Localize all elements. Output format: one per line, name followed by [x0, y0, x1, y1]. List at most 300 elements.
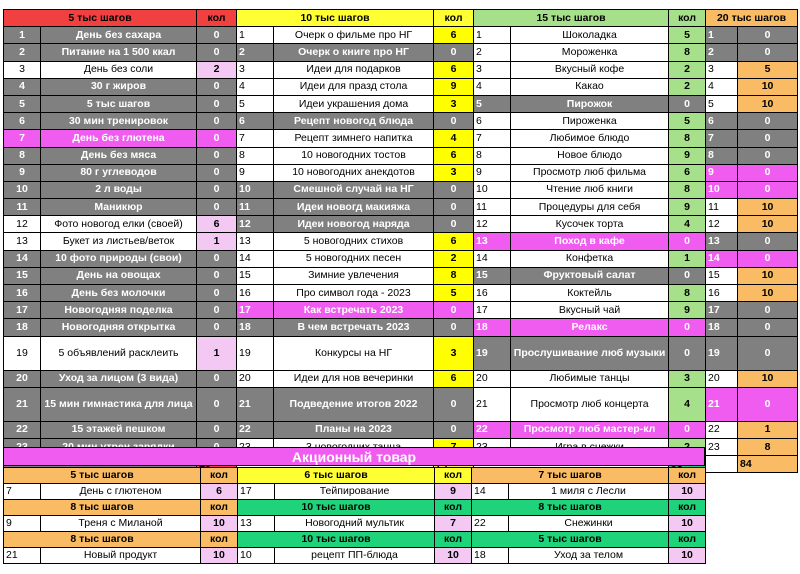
task-name: Идеи новогод наряда: [274, 216, 434, 233]
row-number: 15: [4, 267, 41, 284]
task-name: Прослушивание люб музыки: [511, 336, 669, 370]
task-name: В чем встречать 2023: [274, 319, 434, 336]
row-number: 17: [706, 302, 738, 319]
task-count: 0: [197, 44, 237, 61]
promo-number: 9: [4, 516, 41, 532]
task-count: 4: [434, 130, 474, 147]
task-name: Новогодняя открытка: [41, 319, 197, 336]
task-count: 1: [669, 250, 706, 267]
row-number: 20: [4, 370, 41, 387]
table-row: [4, 421, 798, 438]
promo-kol-header: кол: [669, 532, 706, 548]
promo-step-header: 7 тыс шагов: [472, 468, 669, 484]
task-count: 0: [197, 181, 237, 198]
promo-number: 21: [4, 548, 41, 564]
table-row: [4, 319, 798, 336]
task-count: 3: [434, 336, 474, 370]
row-number: 4: [237, 78, 274, 95]
task-name: Новогодняя поделка: [41, 302, 197, 319]
task-name: Какао: [511, 78, 669, 95]
row-number: 10: [237, 181, 274, 198]
task-name: Поход в кафе: [511, 233, 669, 250]
row-number: 11: [237, 199, 274, 216]
task-name: Просмотр люб фильма: [511, 164, 669, 181]
task-name: 10 фото природы (свои): [41, 250, 197, 267]
row-number: 1: [4, 27, 41, 44]
task-count: 0: [197, 302, 237, 319]
task-count: 2: [669, 61, 706, 78]
row-number: 16: [4, 285, 41, 302]
row-number: 21: [4, 387, 41, 421]
task-name: 5 новогодних песен: [274, 250, 434, 267]
task-count: 10: [738, 199, 798, 216]
task-count: 0: [738, 27, 798, 44]
row-number: 6: [706, 113, 738, 130]
row-number: 2: [706, 44, 738, 61]
task-count: 1: [197, 336, 237, 370]
header-15k: 15 тыс шагов: [474, 10, 669, 27]
task-name: Букет из листьев/веток: [41, 233, 197, 250]
task-name: Пирожок: [511, 95, 669, 112]
challenge-table: [3, 9, 798, 473]
task-count: 0: [197, 147, 237, 164]
promo-step-header: 8 тыс шагов: [4, 500, 201, 516]
task-name: 80 г углеводов: [41, 164, 197, 181]
task-name: Фото новогод елки (своей): [41, 216, 197, 233]
header-20k: 20 тыс шагов: [706, 10, 798, 27]
task-count: 0: [197, 387, 237, 421]
promo-step-header: 10 тыс шагов: [238, 532, 435, 548]
task-count: 1: [738, 421, 798, 438]
table-row: [4, 130, 798, 147]
total-20k: 84: [738, 456, 798, 473]
promo-number: 14: [472, 484, 509, 500]
task-count: 8: [669, 130, 706, 147]
table-row: [4, 233, 798, 250]
task-count: 0: [669, 319, 706, 336]
task-name: Маникюр: [41, 199, 197, 216]
row-number: 20: [237, 370, 274, 387]
task-name: Мороженка: [511, 44, 669, 61]
task-count: 0: [434, 302, 474, 319]
promo-number: 7: [4, 484, 41, 500]
task-name: Очерк о фильме про НГ: [274, 27, 434, 44]
task-name: Коктейль: [511, 285, 669, 302]
task-count: 0: [197, 113, 237, 130]
table-row: [4, 387, 798, 421]
task-name: Конфетка: [511, 250, 669, 267]
task-count: 0: [669, 421, 706, 438]
row-number: 4: [4, 78, 41, 95]
promo-header-row: [4, 532, 706, 548]
row-number: 15: [474, 267, 511, 284]
task-count: 0: [434, 387, 474, 421]
promo-kol-header: кол: [435, 532, 472, 548]
promo-number: 13: [238, 516, 275, 532]
task-name: Подведение итогов 2022: [274, 387, 434, 421]
row-number: 10: [4, 181, 41, 198]
task-count: 0: [197, 285, 237, 302]
task-count: 6: [197, 216, 237, 233]
row-number: 21: [474, 387, 511, 421]
header-kol: кол: [434, 10, 474, 27]
row-number: 12: [474, 216, 511, 233]
row-number: 6: [474, 113, 511, 130]
task-count: 0: [669, 336, 706, 370]
task-count: 0: [738, 250, 798, 267]
table-row: [4, 44, 798, 61]
promo-kol-header: кол: [435, 500, 472, 516]
task-name: Фруктовый салат: [511, 267, 669, 284]
row-number: 20: [474, 370, 511, 387]
task-count: 6: [434, 61, 474, 78]
row-number: 16: [474, 285, 511, 302]
promo-count: 10: [669, 484, 706, 500]
task-count: 0: [738, 164, 798, 181]
task-count: 6: [434, 370, 474, 387]
task-name: День без сахара: [41, 27, 197, 44]
row-number: 18: [237, 319, 274, 336]
promo-row: [4, 484, 706, 500]
task-count: 1: [197, 233, 237, 250]
task-count: 0: [197, 164, 237, 181]
promo-count: 10: [435, 548, 472, 564]
header-5k: 5 тыс шагов: [4, 10, 197, 27]
task-name: Идеи для подарков: [274, 61, 434, 78]
row-number: 5: [237, 95, 274, 112]
table-row: [4, 250, 798, 267]
task-count: 0: [197, 319, 237, 336]
task-name: 10 новогодних анекдотов: [274, 164, 434, 181]
task-count: 0: [434, 216, 474, 233]
task-count: 8: [669, 181, 706, 198]
task-count: 0: [738, 336, 798, 370]
task-count: 0: [669, 233, 706, 250]
promo-count: 10: [669, 548, 706, 564]
row-number: 10: [706, 181, 738, 198]
task-count: 10: [738, 267, 798, 284]
row-number: 7: [4, 130, 41, 147]
table-row: [4, 302, 798, 319]
promo-item: Треня с Миланой: [41, 516, 201, 532]
promo-header-row: [4, 500, 706, 516]
row-number: 22: [706, 421, 738, 438]
row-number: 4: [706, 78, 738, 95]
row-number: 12: [706, 216, 738, 233]
task-count: 9: [669, 147, 706, 164]
task-name: День без мяса: [41, 147, 197, 164]
row-number: 10: [474, 181, 511, 198]
task-name: Про символ года - 2023: [274, 285, 434, 302]
task-count: 0: [738, 233, 798, 250]
promo-table: [3, 467, 706, 564]
task-name: Как встречать 2023: [274, 302, 434, 319]
task-count: 4: [669, 216, 706, 233]
row-number: 17: [4, 302, 41, 319]
task-count: 0: [197, 95, 237, 112]
promo-count: 6: [201, 484, 238, 500]
task-name: Идеи для нов вечеринки: [274, 370, 434, 387]
promo-step-header: 8 тыс шагов: [472, 500, 669, 516]
row-number: 9: [474, 164, 511, 181]
task-count: 0: [434, 199, 474, 216]
table-row: [4, 27, 798, 44]
row-number: 18: [474, 319, 511, 336]
promo-step-header: 6 тыс шагов: [238, 468, 435, 484]
task-count: 6: [669, 164, 706, 181]
row-number: 2: [474, 44, 511, 61]
row-number: 16: [706, 285, 738, 302]
task-count: 0: [197, 421, 237, 438]
row-number: 7: [474, 130, 511, 147]
task-count: 0: [434, 181, 474, 198]
row-number: 17: [474, 302, 511, 319]
task-name: День без соли: [41, 61, 197, 78]
task-count: 6: [434, 147, 474, 164]
promo-number: 18: [472, 548, 509, 564]
task-name: Вкусный чай: [511, 302, 669, 319]
header-kol: кол: [669, 10, 706, 27]
table-row: [4, 181, 798, 198]
row-number: 3: [474, 61, 511, 78]
row-number: 13: [474, 233, 511, 250]
task-count: 9: [669, 302, 706, 319]
task-count: 0: [738, 387, 798, 421]
promo-kol-header: кол: [669, 468, 706, 484]
task-count: 2: [197, 61, 237, 78]
task-count: 0: [738, 44, 798, 61]
promo-step-header: 10 тыс шагов: [238, 500, 435, 516]
promo-step-header: 8 тыс шагов: [4, 532, 201, 548]
task-name: День без глютена: [41, 130, 197, 147]
table-row: [4, 78, 798, 95]
row-number: 21: [237, 387, 274, 421]
task-count: 5: [434, 285, 474, 302]
table-row: [4, 216, 798, 233]
task-count: 0: [197, 250, 237, 267]
row-number: 9: [237, 164, 274, 181]
promo-kol-header: кол: [201, 468, 238, 484]
task-name: Вкусный кофе: [511, 61, 669, 78]
row-number: 12: [237, 216, 274, 233]
promo-count: 10: [201, 516, 238, 532]
task-count: 0: [738, 130, 798, 147]
row-number: 11: [474, 199, 511, 216]
promo-number: 17: [238, 484, 275, 500]
promo-item: Тейпирование: [275, 484, 435, 500]
task-name: Просмотр люб концерта: [511, 387, 669, 421]
row-number: 3: [4, 61, 41, 78]
row-number: 2: [4, 44, 41, 61]
row-number: 23: [706, 438, 738, 455]
task-count: 10: [738, 370, 798, 387]
task-count: 8: [738, 438, 798, 455]
task-count: 8: [434, 267, 474, 284]
promo-item: Новогодний мультик: [275, 516, 435, 532]
task-name: Питание на 1 500 ккал: [41, 44, 197, 61]
row-number: 19: [706, 336, 738, 370]
task-count: 0: [669, 95, 706, 112]
promo-kol-header: кол: [435, 468, 472, 484]
task-count: 0: [434, 44, 474, 61]
task-count: 0: [738, 181, 798, 198]
row-number: 15: [237, 267, 274, 284]
row-number: 4: [474, 78, 511, 95]
promo-row: [4, 548, 706, 564]
row-number: 20: [706, 370, 738, 387]
row-number: 5: [4, 95, 41, 112]
task-count: 4: [669, 387, 706, 421]
row-number: 18: [4, 319, 41, 336]
row-number: 3: [706, 61, 738, 78]
row-number: 7: [706, 130, 738, 147]
task-count: 8: [669, 285, 706, 302]
task-count: 6: [434, 27, 474, 44]
task-count: 5: [738, 61, 798, 78]
promo-kol-header: кол: [201, 500, 238, 516]
table-row: [4, 199, 798, 216]
row-number: 5: [706, 95, 738, 112]
promo-step-header: 5 тыс шагов: [4, 468, 201, 484]
task-count: 0: [197, 370, 237, 387]
row-number: 14: [706, 250, 738, 267]
task-count: 9: [434, 78, 474, 95]
row-number: 17: [237, 302, 274, 319]
table-row: [4, 285, 798, 302]
promo-header-row: [4, 468, 706, 484]
task-name: Зимние увлечения: [274, 267, 434, 284]
task-count: 5: [669, 113, 706, 130]
row-number: 9: [4, 164, 41, 181]
task-count: 2: [434, 250, 474, 267]
task-name: 30 г жиров: [41, 78, 197, 95]
row-number: 14: [4, 250, 41, 267]
row-number: 22: [237, 421, 274, 438]
row-number: 7: [237, 130, 274, 147]
promo-item: День с глютеном: [41, 484, 201, 500]
row-number: 22: [4, 421, 41, 438]
task-name: 5 новогодних стихов: [274, 233, 434, 250]
task-count: 0: [434, 319, 474, 336]
task-count: 5: [669, 27, 706, 44]
row-number: 12: [4, 216, 41, 233]
table-row: [4, 147, 798, 164]
row-number: 1: [474, 27, 511, 44]
promo-count: 10: [669, 516, 706, 532]
row-number: 21: [706, 387, 738, 421]
row-number: 3: [237, 61, 274, 78]
task-name: Конкурсы на НГ: [274, 336, 434, 370]
task-name: Планы на 2023: [274, 421, 434, 438]
promo-count: 7: [435, 516, 472, 532]
task-name: Просмотр люб мастер-кл: [511, 421, 669, 438]
promo-step-header: 5 тыс шагов: [472, 532, 669, 548]
promo-number: 22: [472, 516, 509, 532]
task-count: 6: [434, 233, 474, 250]
task-count: 10: [738, 285, 798, 302]
promo-item: 1 миля с Лесли: [509, 484, 669, 500]
row-number: 22: [474, 421, 511, 438]
row-number: 6: [237, 113, 274, 130]
task-count: 10: [738, 95, 798, 112]
row-number: 18: [706, 319, 738, 336]
task-name: День на овощах: [41, 267, 197, 284]
task-name: Шоколадка: [511, 27, 669, 44]
task-name: Очерк о книге про НГ: [274, 44, 434, 61]
table-row: [4, 61, 798, 78]
task-count: 0: [738, 113, 798, 130]
task-count: 10: [738, 216, 798, 233]
task-name: Кусочек торта: [511, 216, 669, 233]
row-number: 8: [4, 147, 41, 164]
promo-kol-header: кол: [201, 532, 238, 548]
row-number: 19: [4, 336, 41, 370]
task-name: 10 новогодних тостов: [274, 147, 434, 164]
promo-item: Снежинки: [509, 516, 669, 532]
row-number: 8: [237, 147, 274, 164]
task-count: 0: [197, 199, 237, 216]
task-name: 15 мин гимнастика для лица: [41, 387, 197, 421]
task-count: 9: [669, 199, 706, 216]
header-10k: 10 тыс шагов: [237, 10, 434, 27]
task-name: Рецепт зимнего напитка: [274, 130, 434, 147]
row-number: 14: [237, 250, 274, 267]
table-row: [4, 95, 798, 112]
table-row: [4, 336, 798, 370]
table-row: [4, 370, 798, 387]
promo-count: 10: [201, 548, 238, 564]
task-name: Новое блюдо: [511, 147, 669, 164]
task-count: 0: [669, 267, 706, 284]
row-number: 19: [474, 336, 511, 370]
task-count: 0: [197, 27, 237, 44]
task-count: 0: [197, 267, 237, 284]
promo-item: Новый продукт: [41, 548, 201, 564]
row-number: 19: [237, 336, 274, 370]
row-number: 2: [237, 44, 274, 61]
task-name: 15 этажей пешком: [41, 421, 197, 438]
header-kol: кол: [197, 10, 237, 27]
table-row: [4, 164, 798, 181]
task-count: 3: [434, 164, 474, 181]
task-count: 10: [738, 78, 798, 95]
task-count: 0: [197, 78, 237, 95]
row-number: 13: [237, 233, 274, 250]
task-name: 5 объявлений расклеить: [41, 336, 197, 370]
row-number: 6: [4, 113, 41, 130]
task-name: Смешной случай на НГ: [274, 181, 434, 198]
task-count: 0: [738, 302, 798, 319]
task-name: Чтение люб книги: [511, 181, 669, 198]
task-name: 30 мин тренировок: [41, 113, 197, 130]
row-number: 14: [474, 250, 511, 267]
row-number: 5: [474, 95, 511, 112]
row-number: 15: [706, 267, 738, 284]
row-number: 11: [706, 199, 738, 216]
promo-count: 9: [435, 484, 472, 500]
task-count: 3: [434, 95, 474, 112]
row-number: 13: [4, 233, 41, 250]
task-count: 8: [669, 44, 706, 61]
row-number: 11: [4, 199, 41, 216]
row-number: 8: [474, 147, 511, 164]
promo-kol-header: кол: [669, 500, 706, 516]
row-number: 16: [237, 285, 274, 302]
task-count: 0: [197, 130, 237, 147]
row-number: 1: [706, 27, 738, 44]
promo-number: 10: [238, 548, 275, 564]
row-number: 13: [706, 233, 738, 250]
